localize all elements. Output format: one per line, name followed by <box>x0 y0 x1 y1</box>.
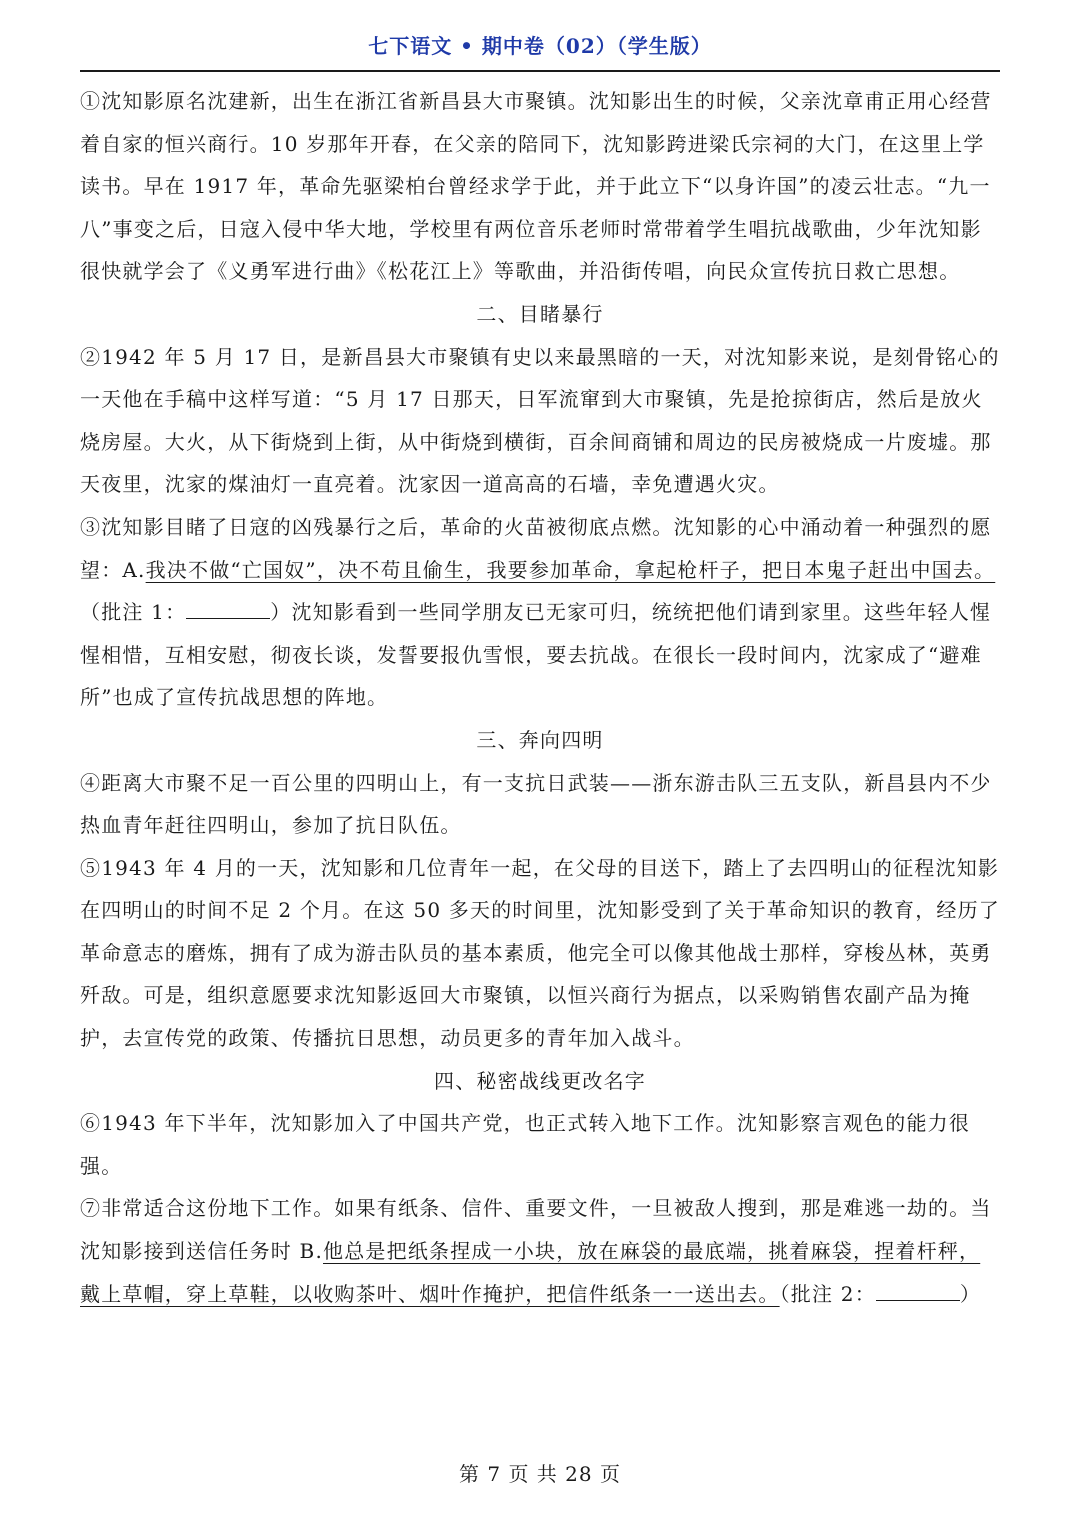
paragraph-3-rest: ）沈知影看到一些同学朋友已无家可归，统统把他们请到家里。这些年轻人惺惺相惜，互相安慰，彻夜长谈，发誓要报仇雪恨，要去抗战。在很长一段时间内，沈家成了“避难所”也成了宣传抗战思想的阵地。 <box>80 600 992 710</box>
annotation-1-blank[interactable] <box>186 598 270 619</box>
annotation-2-close: ） <box>959 1281 982 1306</box>
paragraph-7-lead: ⑦非常适合这份地下工作。如果有纸条、信件、重要文件，一旦被敌人搜到，那是难逃一劫的。当沈知影接到送信任务时 B. <box>80 1196 992 1264</box>
paragraph-2: ②1942 年 5 月 17 日，是新昌县大市聚镇有史以来最黑暗的一天，对沈知影来说，是刻骨铭心的一天他在手稿中这样写道：“5 月 17 日那天，日军流窜到大市聚镇，先是抢掠街店，然后是放火烧房屋。大火，从下街烧到上街，从中街烧到横街，百余间商铺和周边的民房被烧成一片废墟。那天夜里，沈家的煤油灯一直亮着。沈家因一道高高的石墙，幸免遭遇火灾。 <box>80 344 1000 497</box>
underlined-sentence-a: 我决不做“亡国奴”，决不苟且偷生，我要参加革命，拿起枪杆子，把日本鬼子赶出中国去。 <box>145 557 996 582</box>
section-heading-4: 四、秘密战线更改名字 <box>434 1068 646 1093</box>
underlined-sentence-b: 他总是把纸条捏成一小块，放在麻袋的最底端，挑着麻袋，捏着杆秤，戴上草帽，穿上草鞋，以收购茶叶、烟叶作掩护，把信件纸条一一送出去。 <box>80 1239 981 1306</box>
paragraph-3-lead: ③沈知影目睹了日寇的凶残暴行之后，革命的火苗被彻底点燃。沈知影的心中涌动着一种强烈的愿望：A. <box>80 514 992 582</box>
section-heading-2: 二、目睹暴行 <box>476 301 604 326</box>
paragraph-5: ⑤1943 年 4 月的一天，沈知影和几位青年一起，在父母的目送下，踏上了去四明山的征程沈知影在四明山的时间不足 2 个月。在这 50 多天的时间里，沈知影受到了关于革命知识的教育，经历了革命意志的磨炼，拥有了成为游击队员的基本素质，他完全可以像其他战士那样，穿梭丛林，英勇歼敌。可是，组织意愿要求沈知影返回大市聚镇，以恒兴商行为据点，以采购销售农副产品为掩护，去宣传党的政策、传播抗日思想，动员更多的青年加入战斗。 <box>80 855 1001 1051</box>
paragraph-1: ①沈知影原名沈建新，出生在浙江省新昌县大市聚镇。沈知影出生的时候，父亲沈章甫正用心经营着自家的恒兴商行。10 岁那年开春，在父亲的陪同下，沈知影跨进梁氏宗祠的大门，在这里上学读书。早在 1917 年，革命先驱梁柏台曾经求学于此，并于此立下“以身许国”的凌云壮志。“九一八”事变之后，日寇入侵中华大地，学校里有两位音乐老师时常带着学生唱抗战歌曲，少年沈知影很快就学会了《义勇军进行曲》《松花江上》等歌曲，并沿街传唱，向民众宣传抗日救亡思想。 <box>80 89 992 284</box>
paragraph-6: ⑥1943 年下半年，沈知影加入了中国共产党，也正式转入地下工作。沈知影察言观色的能力很强。 <box>80 1111 971 1178</box>
annotation-2-label: （批注 2： <box>779 1281 876 1306</box>
annotation-1-label: （批注 1： <box>80 600 187 625</box>
header-divider <box>80 70 1000 72</box>
section-heading-3: 三、奔向四明 <box>476 727 604 752</box>
paragraph-3 <box>80 506 1000 719</box>
annotation-2-blank[interactable] <box>876 1280 960 1301</box>
paragraph-4: ④距离大市聚不足一百公里的四明山上，有一支抗日武装——浙东游击队三五支队，新昌县内不少热血青年赶往四明山，参加了抗日队伍。 <box>80 770 992 838</box>
page-header-title: 七下语文 • 期中卷（02）（学生版） <box>368 34 712 58</box>
article-body <box>80 80 1000 1315</box>
page-number-footer: 第 7 页 共 28 页 <box>459 1462 621 1486</box>
paragraph-7 <box>80 1187 1000 1315</box>
